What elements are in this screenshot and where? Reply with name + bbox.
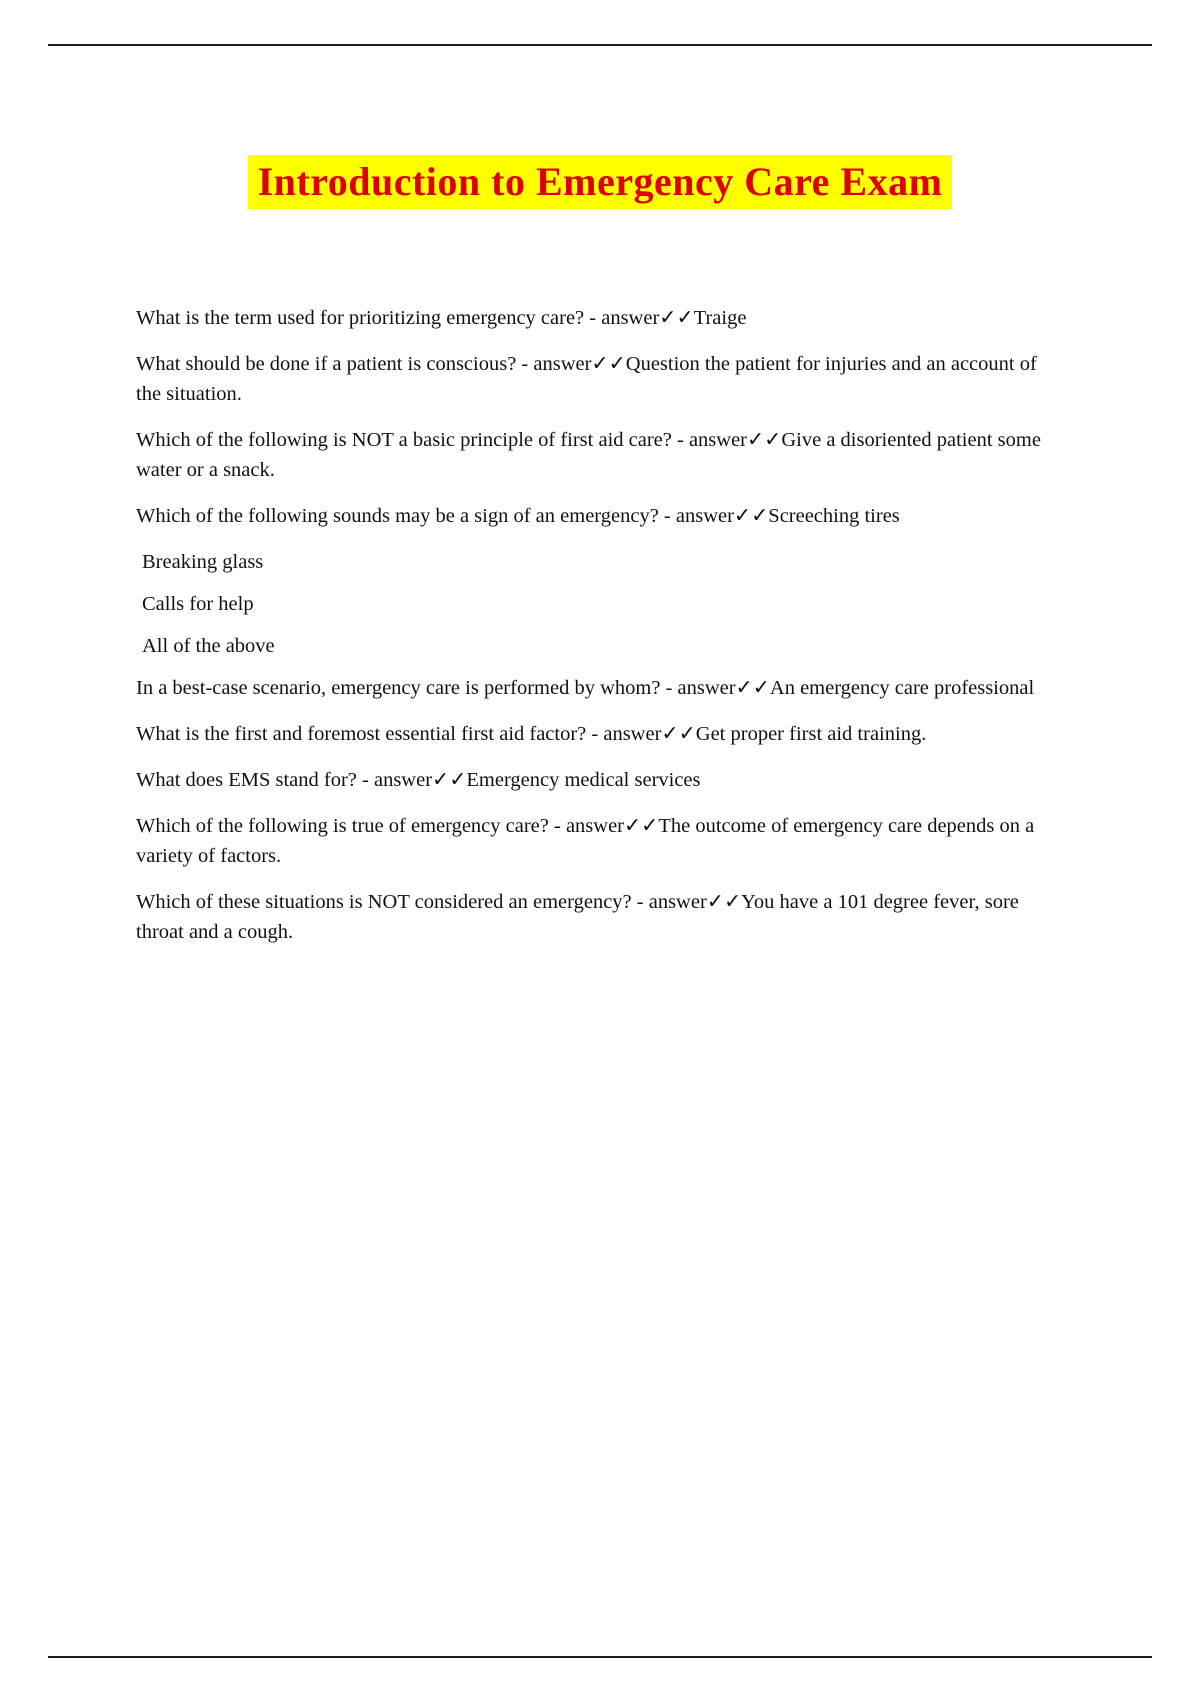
bottom-border-line bbox=[48, 1656, 1152, 1658]
qa-paragraph: Which of the following sounds may be a sign of an emergency? - answer✓✓Screeching tires bbox=[136, 505, 900, 527]
qa-paragraph: Which of the following is NOT a basic principle of first aid care? - answer✓✓Give a disoriented patient some water or a snack. bbox=[136, 429, 1041, 481]
qa-paragraph: What should be done if a patient is conscious? - answer✓✓Question the patient for injuries and an account of the situation. bbox=[136, 353, 1037, 405]
document-body bbox=[0, 303, 1200, 947]
answer-option: All of the above bbox=[142, 635, 275, 657]
answer-option: Calls for help bbox=[142, 593, 254, 615]
qa-paragraph: What is the first and foremost essential first aid factor? - answer✓✓Get proper first aid training. bbox=[136, 723, 927, 745]
qa-paragraph: What does EMS stand for? - answer✓✓Emergency medical services bbox=[136, 769, 701, 791]
qa-paragraph: What is the term used for prioritizing emergency care? - answer✓✓Traige bbox=[136, 307, 747, 329]
title-container bbox=[0, 0, 1200, 209]
qa-paragraph: In a best-case scenario, emergency care is performed by whom? - answer✓✓An emergency care professional bbox=[136, 677, 1035, 699]
answer-option: Breaking glass bbox=[142, 551, 264, 573]
page-title: Introduction to Emergency Care Exam bbox=[248, 155, 953, 209]
top-border-line bbox=[48, 44, 1152, 46]
qa-paragraph: Which of these situations is NOT considered an emergency? - answer✓✓You have a 101 degree fever, sore throat and a cough. bbox=[136, 891, 1019, 943]
qa-paragraph: Which of the following is true of emergency care? - answer✓✓The outcome of emergency care depends on a variety of factors. bbox=[136, 815, 1035, 867]
